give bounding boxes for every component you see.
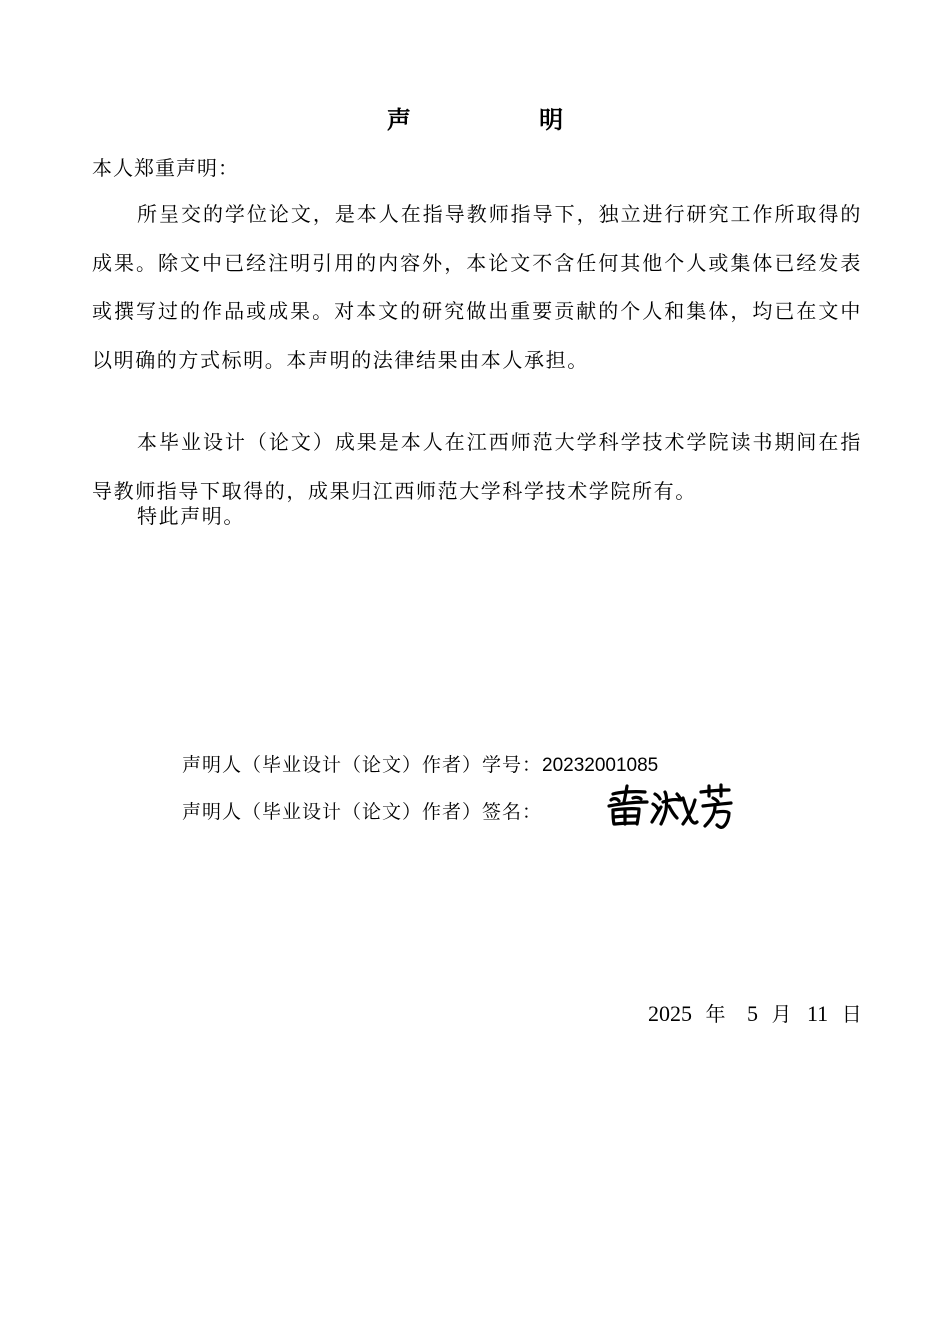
date-month-unit: 月: [771, 1002, 792, 1026]
declaration-date: [648, 998, 862, 1027]
declaration-paragraph-originality: 所呈交的学位论文，是本人在指导教师指导下，独立进行研究工作所取得的成果。除文中已经注明引用的内容外，本论文不含任何其他个人或集体已经发表或撰写过的作品或成果。对本文的研究做出重要贡献的个人和集体，均已在文中以明确的方式标明。本声明的法律结果由本人承担。: [92, 202, 862, 372]
handwritten-signature: [605, 780, 735, 832]
student-id-label: 声明人（毕业设计（论文）作者）学号：: [182, 754, 543, 776]
page-title: 声 明: [386, 106, 624, 134]
student-id-value: 20232001085: [542, 755, 659, 776]
date-month: 5: [747, 1001, 758, 1026]
date-year-unit: 年: [705, 1002, 726, 1026]
date-day: 11: [807, 1001, 829, 1026]
signature-label: 声明人（毕业设计（论文）作者）签名：: [182, 801, 543, 823]
declaration-paragraph-ownership: 本毕业设计（论文）成果是本人在江西师范大学科学技术学院读书期间在指导教师指导下取得的，成果归江西师范大学科学技术学院所有。: [92, 430, 862, 503]
declaration-paragraph-closing: 特此声明。: [137, 504, 245, 528]
date-day-unit: 日: [841, 1002, 862, 1026]
student-id-line: [182, 750, 658, 777]
declaration-intro: 本人郑重声明：: [92, 156, 239, 180]
date-year: 2025: [648, 1001, 692, 1026]
signature-line: [182, 797, 542, 824]
